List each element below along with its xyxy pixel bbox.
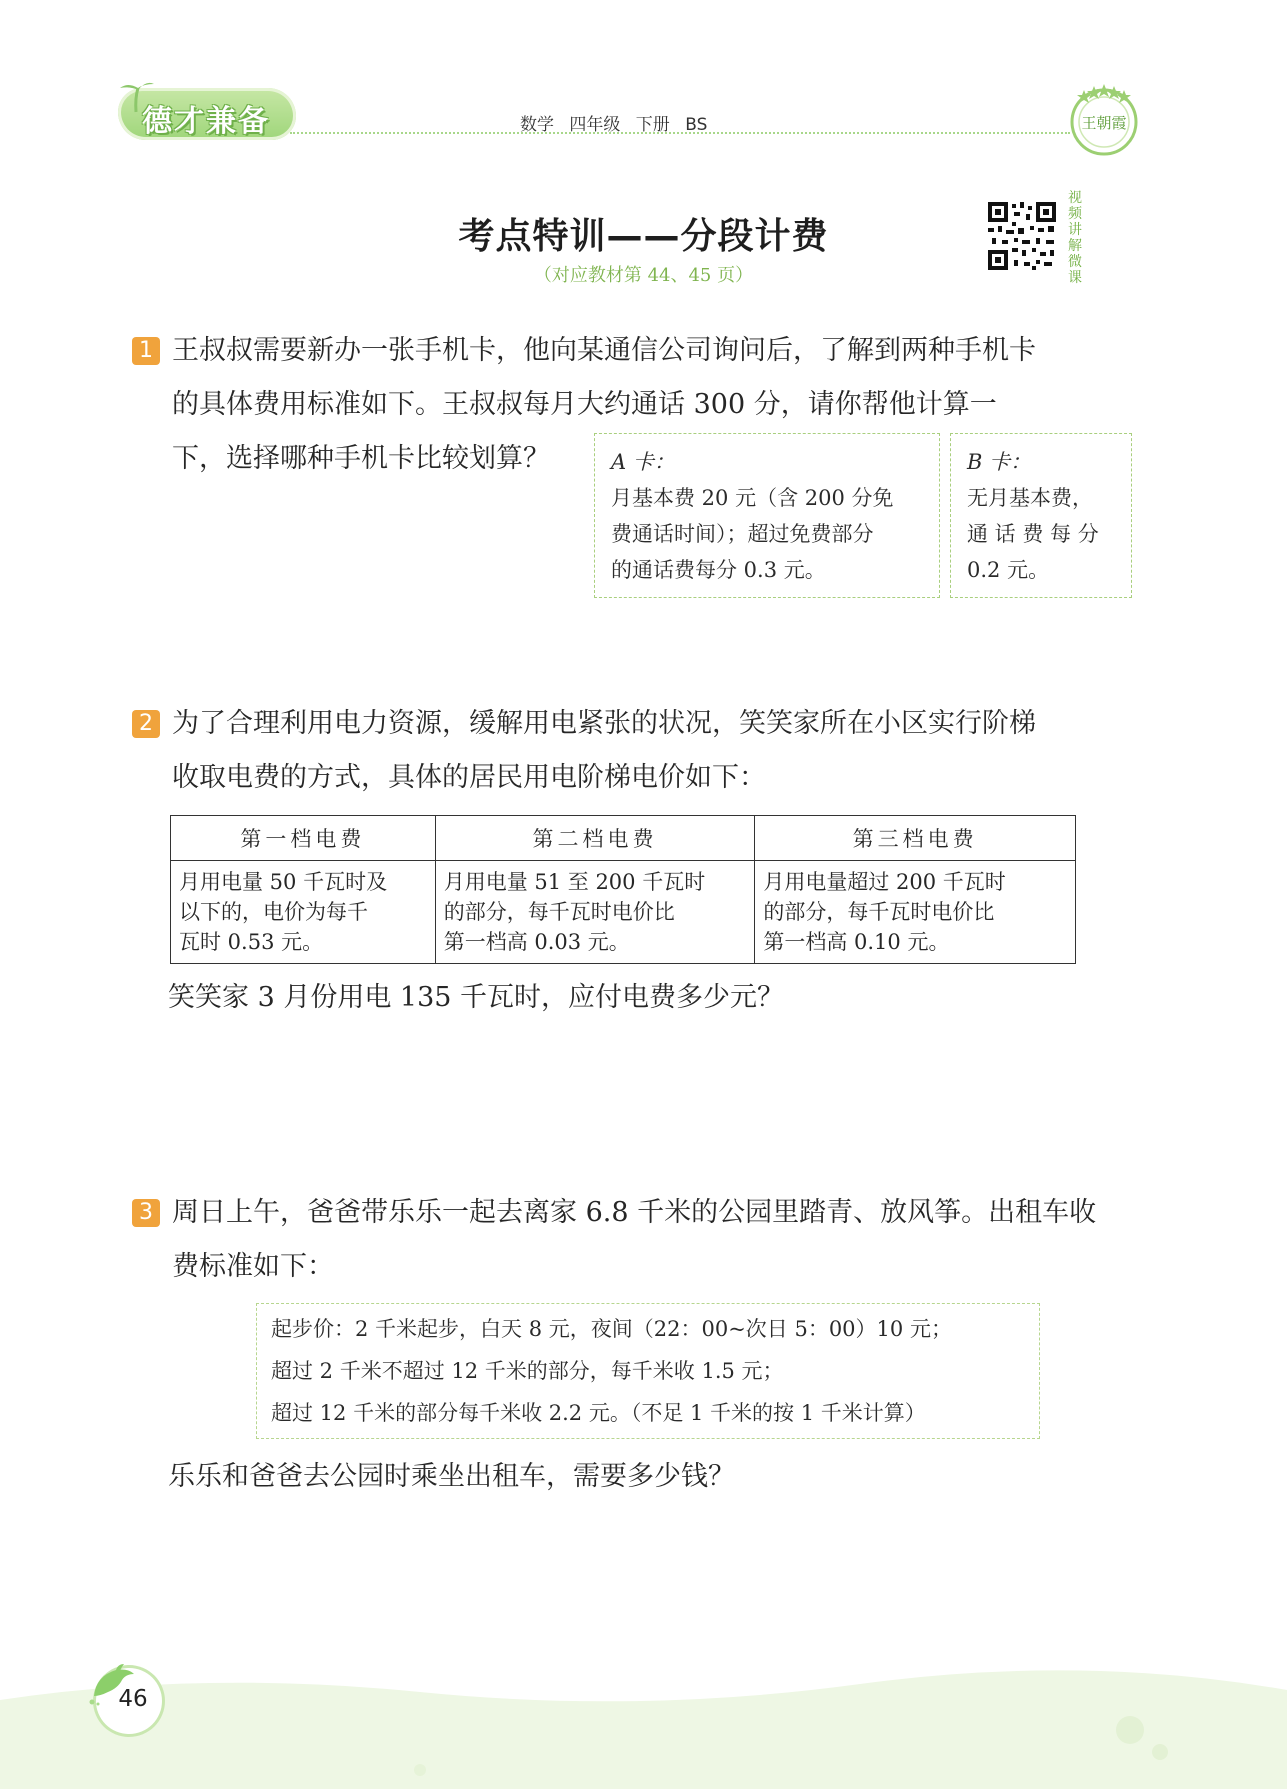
card-b-line: 0.2 元。	[967, 558, 1050, 582]
cell-line: 第一档高 0.10 元。	[763, 930, 950, 954]
card-a-box	[594, 433, 940, 598]
card-a-line: 月基本费 20 元（含 200 分免	[611, 486, 894, 510]
publisher-seal	[1066, 82, 1142, 158]
book-info: 数学 四年级 下册 BS	[520, 115, 708, 135]
problem-2-line-1: 为了合理利用电力资源，缓解用电紧张的状况，笑笑家所在小区实行阶梯	[172, 708, 1036, 739]
qr-code-icon[interactable]	[986, 200, 1058, 272]
problem-1-line-1: 王叔叔需要新办一张手机卡，他向某通信公司询问后，了解到两种手机卡	[172, 335, 1036, 366]
page-number: 46	[118, 1686, 148, 1712]
cell-line: 以下的，电价为每千	[179, 900, 368, 924]
table-row	[171, 861, 1076, 964]
card-a-line: 费通话时间）；超过免费部分	[611, 522, 874, 546]
card-b-line: 无月基本费，	[967, 486, 1093, 510]
problem-3-line-1: 周日上午，爸爸带乐乐一起去离家 6.8 千米的公园里踏青、放风筝。出租车收	[172, 1197, 1097, 1228]
svg-text:王朝霞: 王朝霞	[1081, 114, 1127, 132]
table-header-cell: 第三档电费	[755, 816, 1076, 861]
textbook-reference: （对应教材第 44、45 页）	[533, 265, 754, 286]
problem-3-question: 乐乐和爸爸去公园时乘坐出租车，需要多少钱？	[168, 1461, 735, 1492]
problem-number: 1	[132, 337, 160, 365]
footer-decoration	[0, 1660, 1287, 1789]
table-cell	[435, 861, 755, 964]
table-header-row	[171, 816, 1076, 861]
table-cell	[755, 861, 1076, 964]
electricity-price-table	[170, 815, 1076, 964]
cell-line: 的部分，每千瓦时电价比	[443, 900, 675, 924]
card-b-box	[950, 433, 1132, 598]
table-cell	[171, 861, 436, 964]
fare-rule: 超过 12 千米的部分每千米收 2.2 元。（不足 1 千米的按 1 千米计算）	[271, 1401, 926, 1425]
card-a-line: 的通话费每分 0.3 元。	[611, 558, 826, 582]
problem-1-line-2: 的具体费用标准如下。王叔叔每月大约通话 300 分，请你帮他计算一	[172, 389, 997, 420]
fare-rule: 超过 2 千米不超过 12 千米的部分，每千米收 1.5 元；	[271, 1359, 784, 1383]
cell-line: 月用电量 51 至 200 千瓦时	[443, 870, 706, 894]
table-header-cell: 第一档电费	[171, 816, 436, 861]
brand-logo-text: 德才兼备	[142, 104, 270, 139]
fare-rule: 起步价：2 千米起步，白天 8 元，夜间（22：00~次日 5：00）10 元；	[271, 1317, 952, 1341]
page-title: 考点特训——分段计费	[458, 216, 829, 257]
problem-number: 2	[132, 710, 160, 738]
card-a-heading: A 卡：	[611, 450, 675, 474]
problem-number: 3	[132, 1199, 160, 1227]
taxi-fare-rules-box	[256, 1303, 1040, 1439]
problem-2-line-2: 收取电费的方式，具体的居民用电阶梯电价如下：	[172, 762, 766, 793]
card-b-line: 通 话 费 每 分	[967, 522, 1099, 546]
cell-line: 月用电量超过 200 千瓦时	[763, 870, 1006, 894]
card-b-heading: B 卡：	[967, 450, 1032, 474]
problem-2-question: 笑笑家 3 月份用电 135 千瓦时，应付电费多少元？	[168, 982, 785, 1013]
cell-line: 第一档高 0.03 元。	[443, 930, 630, 954]
problem-1-line-3: 下，选择哪种手机卡比较划算？	[172, 443, 550, 474]
table-header-cell: 第二档电费	[435, 816, 755, 861]
video-lesson-caption: 视频讲解微课	[1068, 190, 1082, 286]
cell-line: 的部分，每千瓦时电价比	[763, 900, 995, 924]
cell-line: 月用电量 50 千瓦时及	[179, 870, 388, 894]
problem-3-line-2: 费标准如下：	[172, 1251, 334, 1282]
cell-line: 瓦时 0.53 元。	[179, 930, 324, 954]
